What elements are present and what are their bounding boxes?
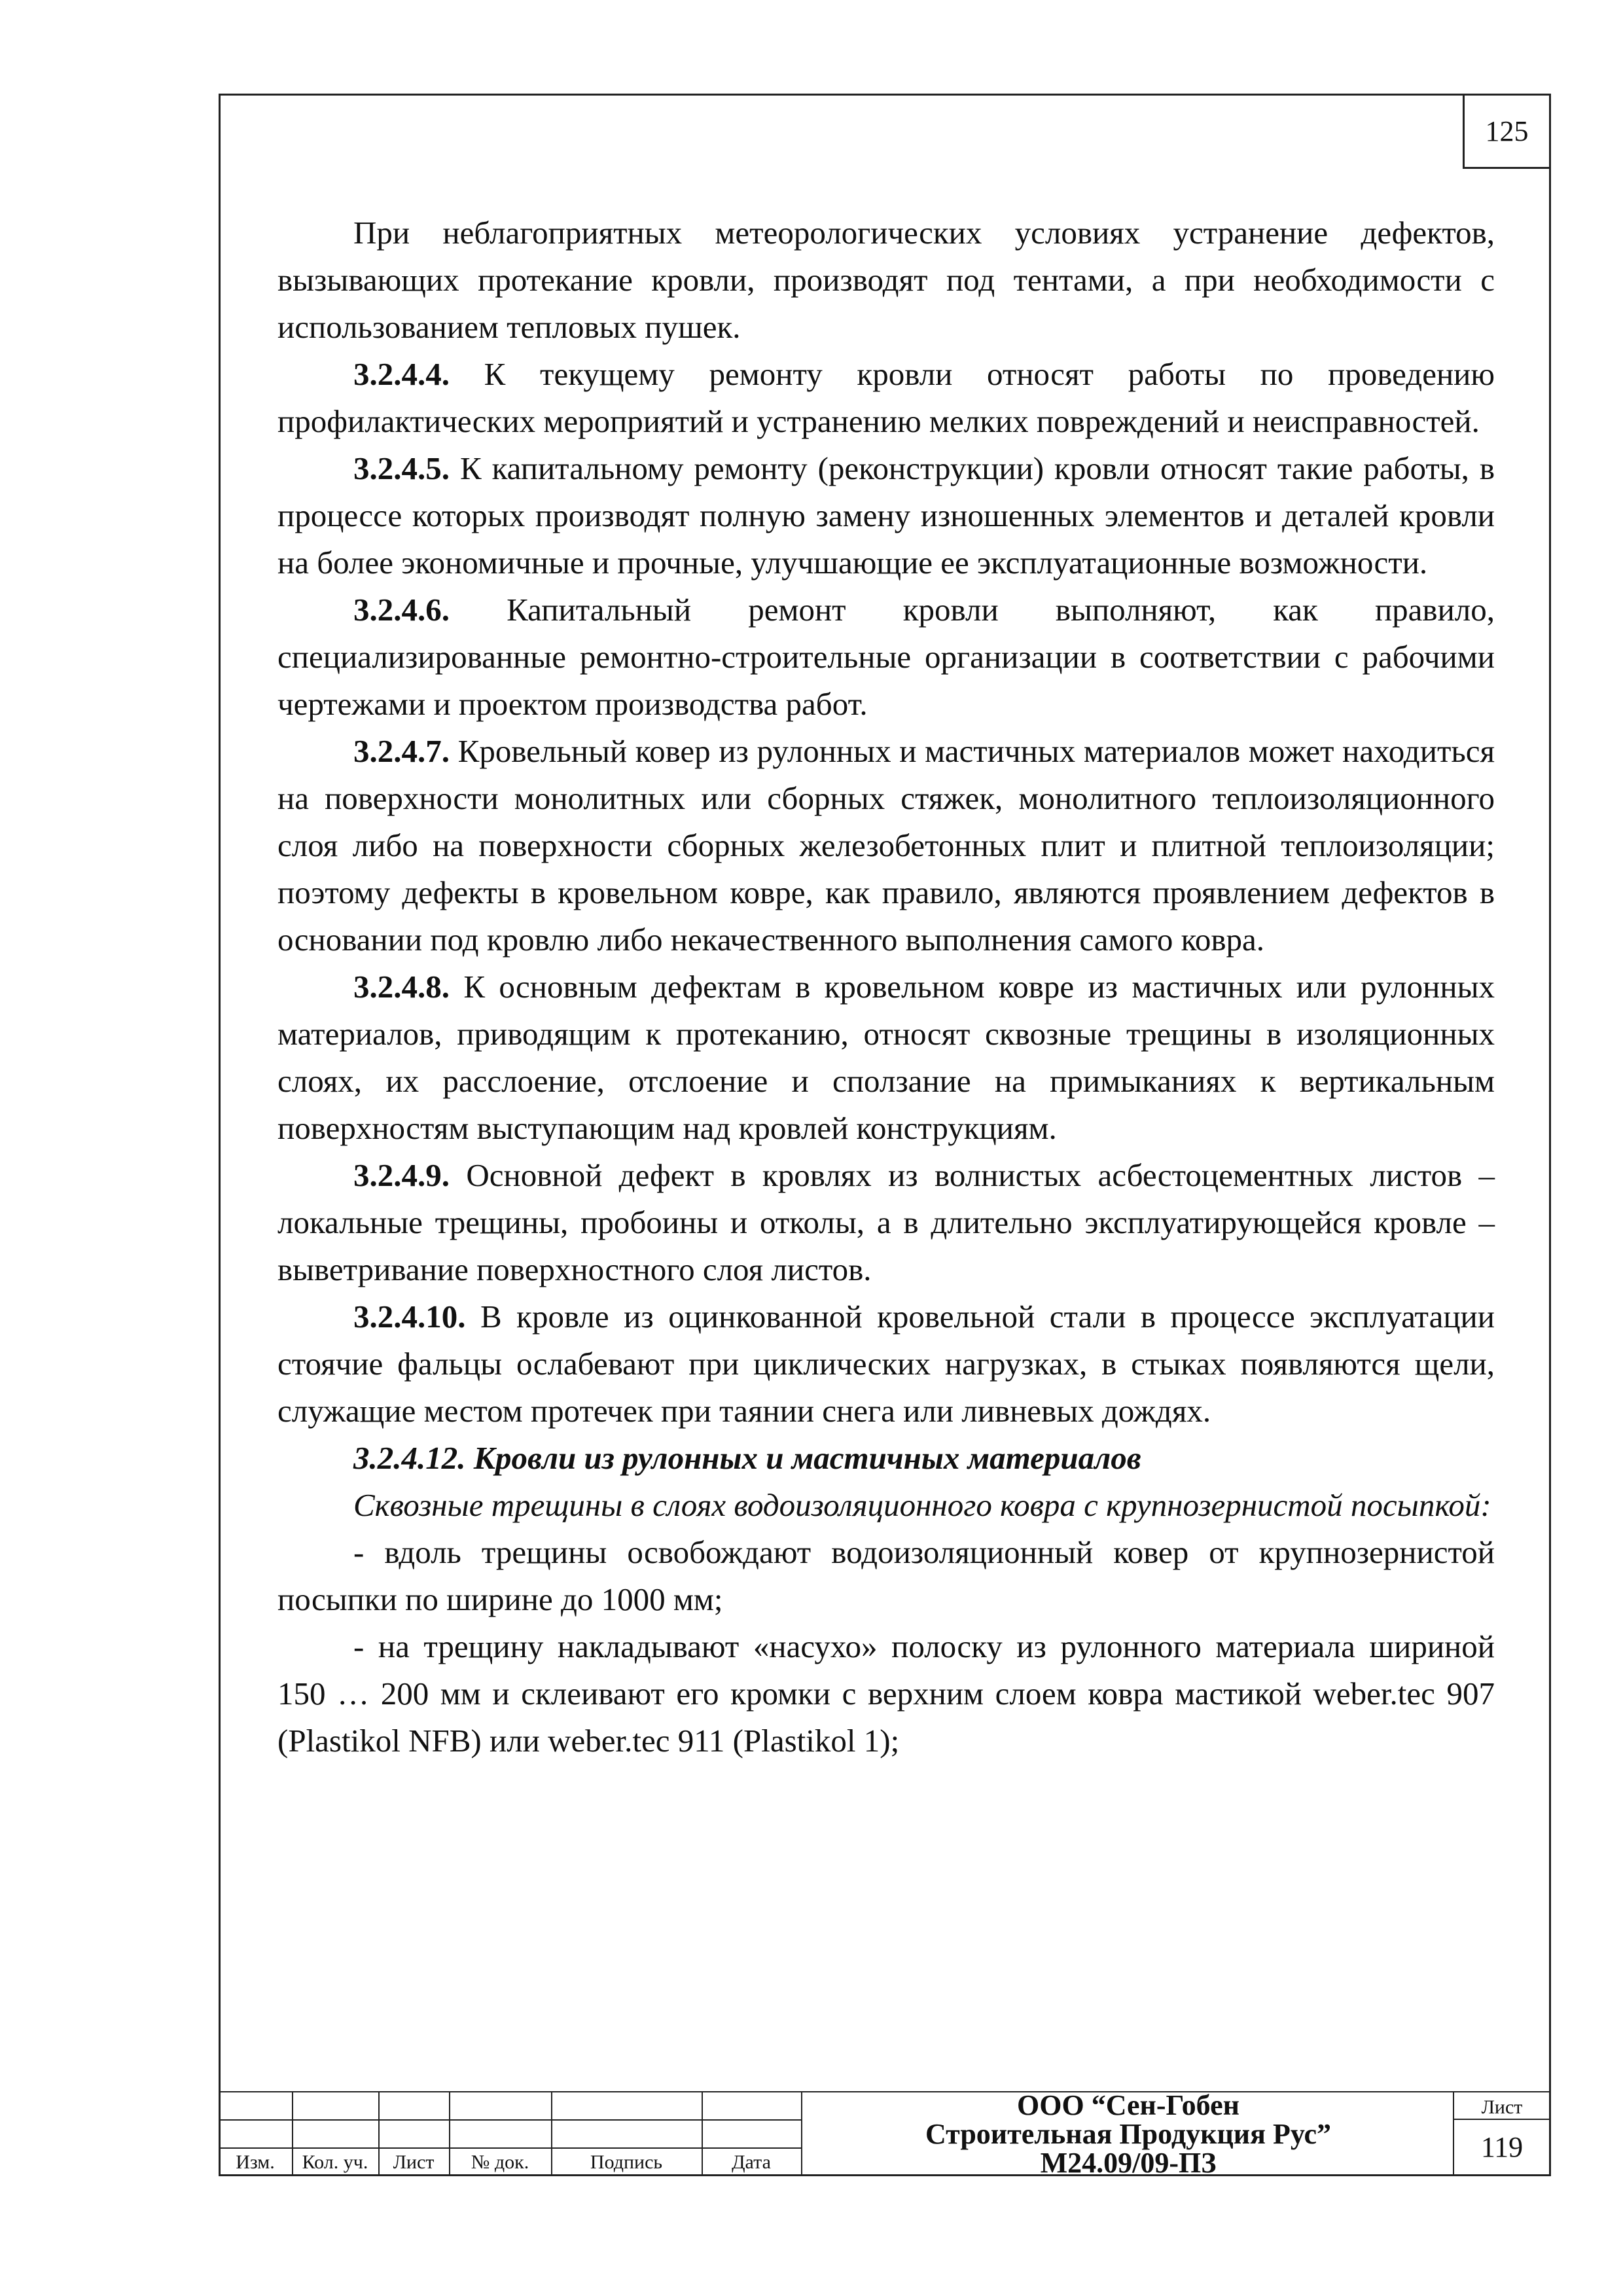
divider bbox=[219, 2147, 801, 2149]
paragraph: 3.2.4.6. Капитальный ремонт кровли выполняют, как правило, специализированные ремонтно-строительные организации в соответствии с рабочими чертежами и проектом производства работ. bbox=[277, 592, 1495, 722]
divider bbox=[1453, 2119, 1551, 2120]
page-number: 125 bbox=[1463, 96, 1549, 169]
paragraph: 3.2.4.7. Кровельный ковер из рулонных и мастичных материалов может находиться на поверхности монолитных или сборных стяжек, монолитного теплоизоляционного слоя либо на поверхности сборных железобетонных плит и плитной теплоизоляции; поэтому дефекты в кровельном ковре, как правило, являются проявлением дефектов в основании под кровлю либо некачественного выполнения самого ковра. bbox=[277, 733, 1495, 958]
subheading: Сквозные трещины в слоях водоизоляционного ковра с крупнозернистой посыпкой: bbox=[353, 1487, 1491, 1523]
col-header-date: Дата bbox=[732, 2151, 771, 2173]
clause-number: 3.2.4.6. bbox=[353, 592, 450, 628]
section-heading: 3.2.4.12. Кровли из рулонных и мастичных материалов bbox=[353, 1440, 1141, 1476]
col-header-doc: № док. bbox=[471, 2151, 529, 2173]
clause-number: 3.2.4.4. bbox=[353, 356, 450, 392]
title-block bbox=[219, 2089, 1551, 2179]
col-header-sign: Подпись bbox=[590, 2151, 663, 2173]
col-header-list: Лист bbox=[393, 2151, 435, 2173]
paragraph: 3.2.4.5. К капитальному ремонту (реконструкции) кровли относят такие работы, в процессе которых производят полную замену изношенных элементов и деталей кровли на более экономичные и прочные, улучшающие ее эксплуатационные возможности. bbox=[277, 450, 1495, 581]
col-header-izm: Изм. bbox=[236, 2151, 275, 2173]
paragraph: 3.2.4.8. К основным дефектам в кровельном ковре из мастичных или рулонных материалов, приводящим к протеканию, относят сквозные трещины в изоляционных слоях, их расслоение, отслоение и сползание на примыканиях к вертикальным поверхностям выступающим над кровлей конструкциям. bbox=[277, 969, 1495, 1146]
sheet-number: 119 bbox=[1480, 2131, 1524, 2163]
col-header-kol: Кол. уч. bbox=[302, 2151, 368, 2173]
divider bbox=[219, 2119, 801, 2121]
clause-number: 3.2.4.5. bbox=[353, 450, 450, 486]
sheet-label: Лист bbox=[1481, 2096, 1523, 2118]
organization-name: ООО “Сен-Гобен Строительная Продукция Рус” М24.09/09-ПЗ bbox=[925, 2089, 1332, 2179]
clause-number: 3.2.4.10. bbox=[353, 1299, 466, 1335]
paragraph: При неблагоприятных метеорологических условиях устранение дефектов, вызывающих протекание кровли, производят под тентами, а при необходимости с использованием тепловых пушек. bbox=[277, 215, 1495, 345]
list-item: - на трещину накладывают «насухо» полоску из рулонного материала шириной 150 … 200 мм и склеивают его кромки с верхним слоем ковра мастикой weber.tec 907 (Plastikol NFB) или weber.tec 911 (Plastikol 1); bbox=[277, 1628, 1495, 1759]
clause-number: 3.2.4.9. bbox=[353, 1157, 450, 1193]
clause-number: 3.2.4.7. bbox=[353, 733, 450, 769]
paragraph: 3.2.4.4. К текущему ремонту кровли относят работы по проведению профилактических мероприятий и устранению мелких повреждений и неисправностей. bbox=[277, 356, 1495, 439]
document-body bbox=[277, 209, 1495, 1765]
clause-number: 3.2.4.8. bbox=[353, 969, 450, 1005]
paragraph: 3.2.4.10. В кровле из оцинкованной кровельной стали в процессе эксплуатации стоячие фальцы ослабевают при циклических нагрузках, в стыках появляются щели, служащие местом протечек при таянии снега или ливневых дождях. bbox=[277, 1299, 1495, 1429]
list-item: - вдоль трещины освобождают водоизоляционный ковер от крупнозернистой посыпки по ширине до 1000 мм; bbox=[277, 1534, 1495, 1617]
paragraph: 3.2.4.9. Основной дефект в кровлях из волнистых асбестоцементных листов – локальные трещины, пробоины и отколы, а в длительно эксплуатирующейся кровле – выветривание поверхностного слоя листов. bbox=[277, 1157, 1495, 1287]
